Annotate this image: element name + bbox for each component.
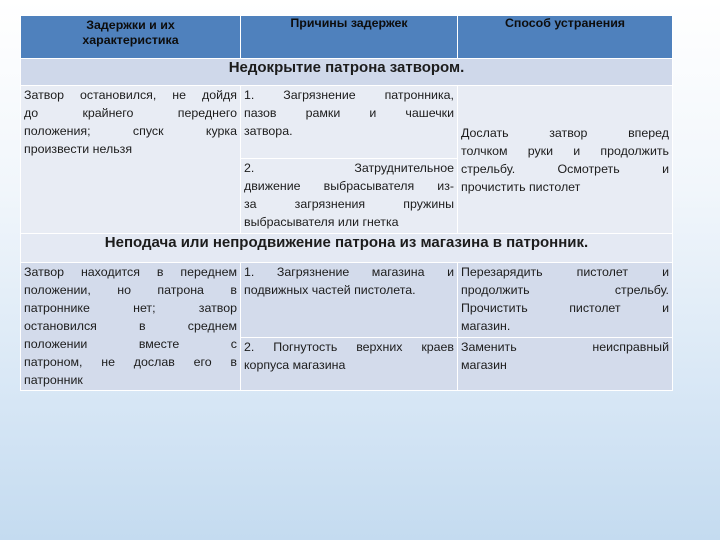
text-line: за загрязнения пружины [244,197,454,211]
text-line: 1. Загрязнение патронника, [244,88,454,102]
text-line: магазин [461,358,507,372]
text-line: корпуса магазина [244,358,346,372]
text-line: пазов рамки и чашечки [244,106,454,120]
cause-cell-2-1 [241,263,458,338]
text-line: магазин. [461,319,511,333]
text-line: толчком руки и продолжить [461,144,669,158]
text-line: патроннике нет; затвор [24,301,237,315]
text-line: 2. Затруднительное [244,161,454,175]
section-row-2 [21,234,673,263]
header-causes: Причины задержек [241,16,458,59]
remedy-cell-1 [458,86,673,234]
section-row-1 [21,59,673,86]
text-line: патроном, не дослав его в [24,355,237,369]
table-row [21,86,673,159]
text-line: произвести нельзя [24,142,133,156]
text-line: выбрасывателя или гнетка [244,215,399,229]
text-line: до крайнего переднего [24,106,237,120]
table-row [21,263,673,338]
text-line: положении, но патрона в [24,283,237,297]
remedy-cell-2-2 [458,338,673,391]
text-line: Дослать затвор вперед [461,126,669,140]
text-line: Затвор находится в переднем [24,265,237,279]
cause-cell-1-2 [241,159,458,234]
cause-cell-1-1 [241,86,458,159]
text-line: 1. Загрязнение магазина и [244,265,454,279]
header-row [21,16,673,59]
delay-cell-2 [21,263,241,391]
header-delays [21,16,241,59]
text-line: стрельбу. Осмотреть и [461,162,669,176]
section-title-2: Неподача или непродвижение патрона из магазина в патронник. [21,234,673,263]
text-line: затвора. [244,124,293,138]
delays-table [20,15,673,391]
text-line: движение выбрасывателя из- [244,179,454,193]
text-line: прочистить пистолет [461,180,581,194]
text-line: остановился в среднем [24,319,237,333]
text-line: Заменить неисправный [461,340,669,354]
text-line: Затвор остановился, не дойдя [24,88,237,102]
header-delays-line2: характеристика [82,33,179,47]
text-line: Перезарядить пистолет и [461,265,669,279]
text-line: положения; спуск курка [24,124,237,138]
text-line: Прочистить пистолет и [461,301,669,315]
delay-cell-1 [21,86,241,234]
remedy-cell-2-1 [458,263,673,338]
header-delays-line1: Задержки и их [86,18,175,32]
text-line: 2. Погнутость верхних краев [244,340,454,354]
cause-cell-2-2 [241,338,458,391]
text-line: подвижных частей пистолета. [244,283,416,297]
header-remedy: Способ устранения [458,16,673,59]
text-line: патронник [24,373,83,387]
text-line: положении вместе с [24,337,237,351]
text-line: продолжить стрельбу. [461,283,669,297]
section-title-1: Недокрытие патрона затвором. [21,59,673,86]
